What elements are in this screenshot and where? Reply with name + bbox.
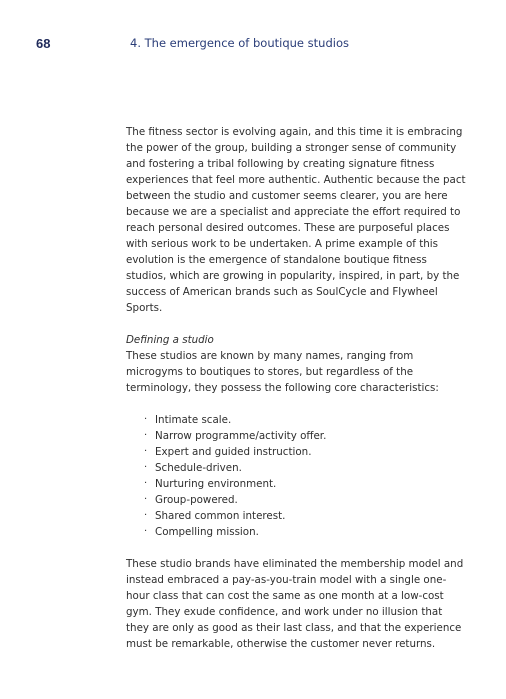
list-item: [144, 460, 466, 476]
list-item-text: Group-powered.: [155, 494, 238, 506]
intro-paragraph: The fitness sector is evolving again, and this time it is embracing the power of the group, building a stronger sense of community and fostering a tribal following by creating signature fitness experiences that feel more authentic. Authentic because the pact between the studio and customer seems clearer, you are here because we are a specialist and appreciate the effort required to reach personal desired outcomes. These are purposeful places with serious work to be undertaken. A prime example of this evolution is the emergence of standalone boutique fitness studios, which are growing in popularity, inspired, in part, by the success of American brands such as SoulCycle and Flywheel Sports.: [126, 126, 466, 314]
list-item: [144, 412, 466, 428]
page-header: [36, 36, 486, 54]
list-item-text: Narrow programme/activity offer.: [155, 430, 327, 442]
bullet-icon: ·: [144, 462, 148, 473]
list-item-text: Compelling mission.: [155, 526, 259, 538]
list-item: [144, 492, 466, 508]
list-item-text: Schedule-driven.: [155, 462, 242, 474]
section-heading: Defining a studio: [126, 334, 214, 346]
section-lead-paragraph: These studios are known by many names, ranging from microgyms to boutiques to stores, but regardless of the terminology, they possess the following core characteristics:: [126, 350, 439, 394]
list-item: [144, 524, 466, 540]
characteristics-list: [126, 412, 466, 540]
bullet-icon: ·: [144, 526, 148, 537]
list-item-text: Nurturing environment.: [155, 478, 277, 490]
bullet-icon: ·: [144, 414, 148, 425]
closing-paragraph: These studio brands have eliminated the membership model and instead embraced a pay-as-you-train model with a single one-hour class that can cost the same as one month at a low-cost gym. They exude confidence, and work under no illusion that they are only as good as their last class, and that the experience must be remarkable, otherwise the customer never returns.: [126, 558, 464, 650]
list-item: [144, 508, 466, 524]
body-text: [126, 124, 466, 652]
bullet-icon: ·: [144, 430, 148, 441]
chapter-title: 4. The emergence of boutique studios: [130, 36, 349, 50]
list-item: [144, 428, 466, 444]
page-number: 68: [36, 36, 51, 51]
list-item: [144, 476, 466, 492]
list-item: [144, 444, 466, 460]
bullet-icon: ·: [144, 478, 148, 489]
list-item-text: Intimate scale.: [155, 414, 232, 426]
bullet-icon: ·: [144, 494, 148, 505]
bullet-icon: ·: [144, 510, 148, 521]
list-item-text: Expert and guided instruction.: [155, 446, 312, 458]
bullet-icon: ·: [144, 446, 148, 457]
list-item-text: Shared common interest.: [155, 510, 286, 522]
